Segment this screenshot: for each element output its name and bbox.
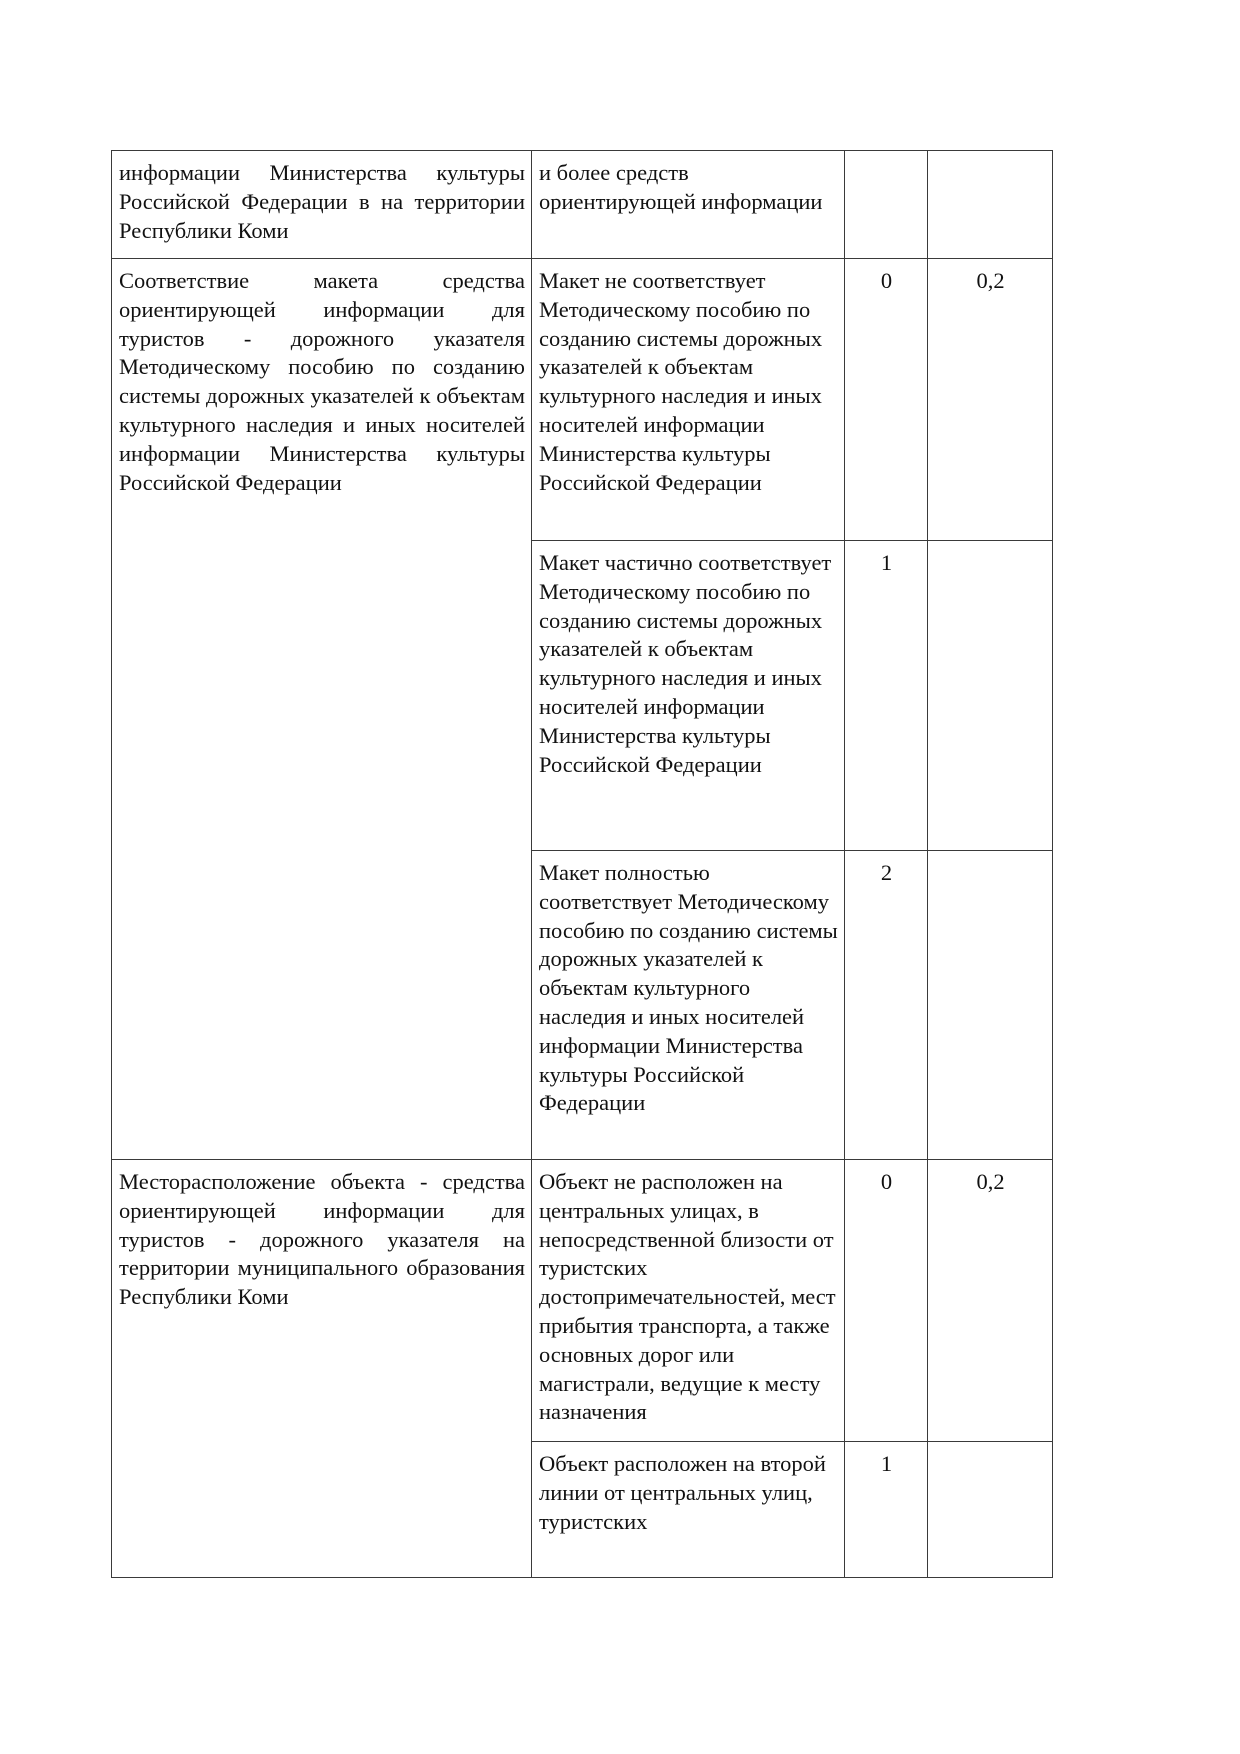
score-cell: 1 — [845, 541, 928, 851]
description-cell: Макет полностью соответствует Методическому пособию по созданию системы дорожных указателей к объектам культурного наследия и иных носителей информации Министерства культуры Российской Федерации — [532, 851, 845, 1160]
criteria-table — [111, 150, 1053, 1578]
weight-cell: 0,2 — [928, 1160, 1053, 1442]
criterion-cell: информации Министерства культуры Российской Федерации в на территории Республики Коми — [112, 151, 532, 259]
table-row — [112, 151, 1053, 259]
description-cell: Макет не соответствует Методическому пособию по созданию системы дорожных указателей к объектам культурного наследия и иных носителей информации Министерства культуры Российской Федерации — [532, 259, 845, 541]
description-cell: Объект не расположен на центральных улицах, в непосредственной близости от туристских достопримечательностей, мест прибытия транспорта, а также основных дорог или магистрали, ведущие к месту назначения — [532, 1160, 845, 1442]
table-row — [112, 259, 1053, 541]
criterion-cell: Соответствие макета средства ориентирующей информации для туристов - дорожного указателя Методическому пособию по созданию системы дорожных указателей к объектам культурного наследия и иных носителей информации Министерства культуры Российской Федерации — [112, 259, 532, 1160]
table-row — [112, 1160, 1053, 1442]
score-cell — [845, 151, 928, 259]
weight-cell-empty — [928, 541, 1053, 851]
description-cell: Макет частично соответствует Методическому пособию по созданию системы дорожных указателей к объектам культурного наследия и иных носителей информации Министерства культуры Российской Федерации — [532, 541, 845, 851]
score-cell: 0 — [845, 259, 928, 541]
description-cell: и более средств ориентирующей информации — [532, 151, 845, 259]
score-cell: 0 — [845, 1160, 928, 1442]
description-cell: Объект расположен на второй линии от центральных улиц, туристских — [532, 1442, 845, 1578]
criterion-cell: Месторасположение объекта - средства ориентирующей информации для туристов - дорожного указателя на территории муниципального образования Республики Коми — [112, 1160, 532, 1578]
weight-cell — [928, 151, 1053, 259]
weight-cell-empty — [928, 851, 1053, 1160]
score-cell: 1 — [845, 1442, 928, 1578]
weight-cell-empty — [928, 1442, 1053, 1578]
weight-cell: 0,2 — [928, 259, 1053, 541]
score-cell: 2 — [845, 851, 928, 1160]
